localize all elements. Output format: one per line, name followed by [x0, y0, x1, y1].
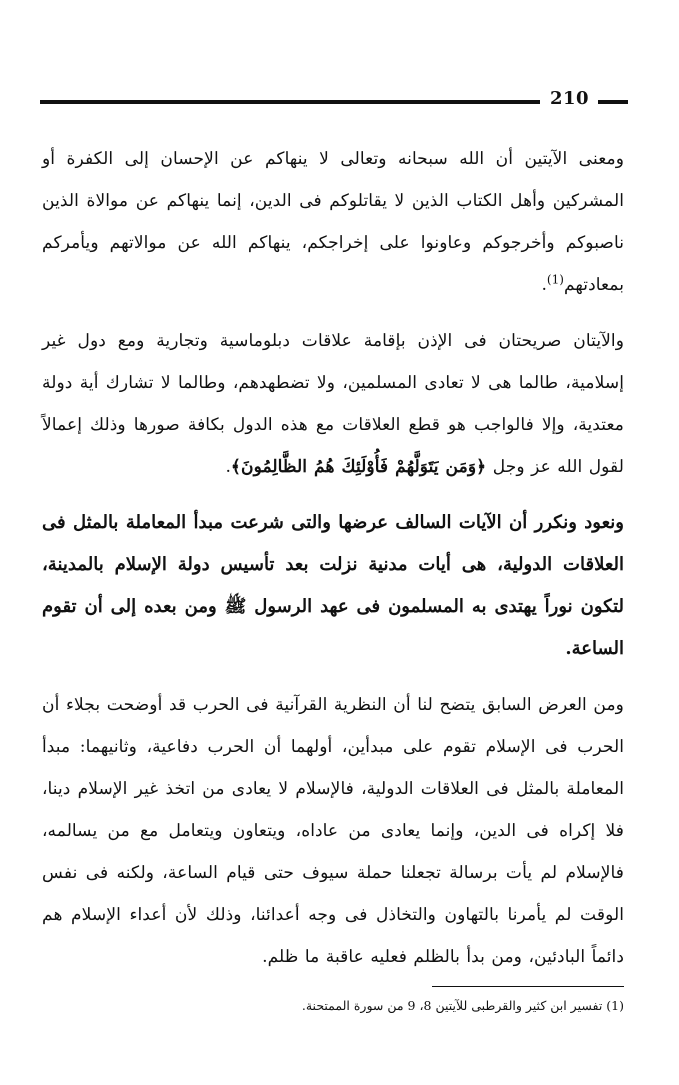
paragraph-4: ومن العرض السابق يتضح لنا أن النظرية القرآنية فى الحرب قد أوضحت بجلاء أن الحرب فى الإسلام تقوم على مبدأين، أولهما أن الحرب دفاعية، وثانيهما: مبدأ المعاملة بالمثل فى العلاقات الدولية، فالإسلام لا يعادى من اتخذ غير الإسلام دينا، فلا إكراه فى الدين، وإنما يعادى من عاداه، ويتعاون ويتعامل مع من يسالمه، فالإسلام لم يأت برسالة تجعلنا حملة سيوف حتى قيام الساعة، ولكنه فى نفس الوقت لم يأمرنا بالتهاون والتخاذل فى وجه أعدائنا، وذلك لأن أعداء الإسلام هم دائماً البادئين، ومن بدأ بالظلم فعليه عاقبة ما ظلم.	[42, 695, 624, 967]
header-rule-short	[598, 100, 628, 104]
paragraph-2-end: .	[225, 457, 231, 477]
page-body	[42, 138, 624, 992]
header-rule-long	[40, 100, 540, 104]
paragraph-1	[42, 138, 624, 306]
paragraph-1-end: .	[541, 275, 547, 295]
footnote-reference: (1)	[546, 272, 564, 287]
paragraph-3: ونعود ونكرر أن الآيات السالف عرضها والتى شرعت مبدأ المعاملة بالمثل فى العلاقات الدولية، هى أيات مدنية نزلت بعد تأسيس دولة الإسلام بالمدينة، لتكون نوراً يهتدى به المسلمون فى عهد الرسول ﷺ ومن بعده إلى أن تقوم الساعة.	[42, 512, 624, 659]
page-header	[40, 88, 625, 112]
quran-verse: ﴿وَمَن يَتَوَلَّهُمْ فَأُوْلَئِكَ هُمُ الظَّالِمُونَ﴾	[230, 457, 487, 477]
paragraph-2	[42, 320, 624, 488]
paragraph-1-text: ومعنى الآيتين أن الله سبحانه وتعالى لا ينهاكم عن الإحسان إلى الكفرة أو المشركين وأهل الكتاب الذين لا يقاتلوكم فى الدين، إنما ينهاكم عن موالاة الذين ناصبوكم وأخرجوكم وعاونوا على إخراجكم، ينهاكم الله عن موالاتهم ويأمركم بمعادتهم	[42, 149, 624, 295]
footnote-divider	[432, 986, 624, 987]
footnote: (1) تفسير ابن كثير والقرطبى للآيتين 8، 9 من سورة الممتحنة.	[301, 998, 624, 1013]
page-number: 210	[550, 88, 590, 109]
paragraph-2-text: والآيتان صريحتان فى الإذن بإقامة علاقات دبلوماسية وتجارية ومع دول غير إسلامية، طالما هى لا تعادى المسلمين، ولا تضطهدهم، وطالما لا تشارك أية دولة معتدية، وإلا فالواجب هو قطع العلاقات مع هذه الدول بكافة صورها وذلك إعمالاً لقول الله عز وجل	[42, 331, 624, 477]
